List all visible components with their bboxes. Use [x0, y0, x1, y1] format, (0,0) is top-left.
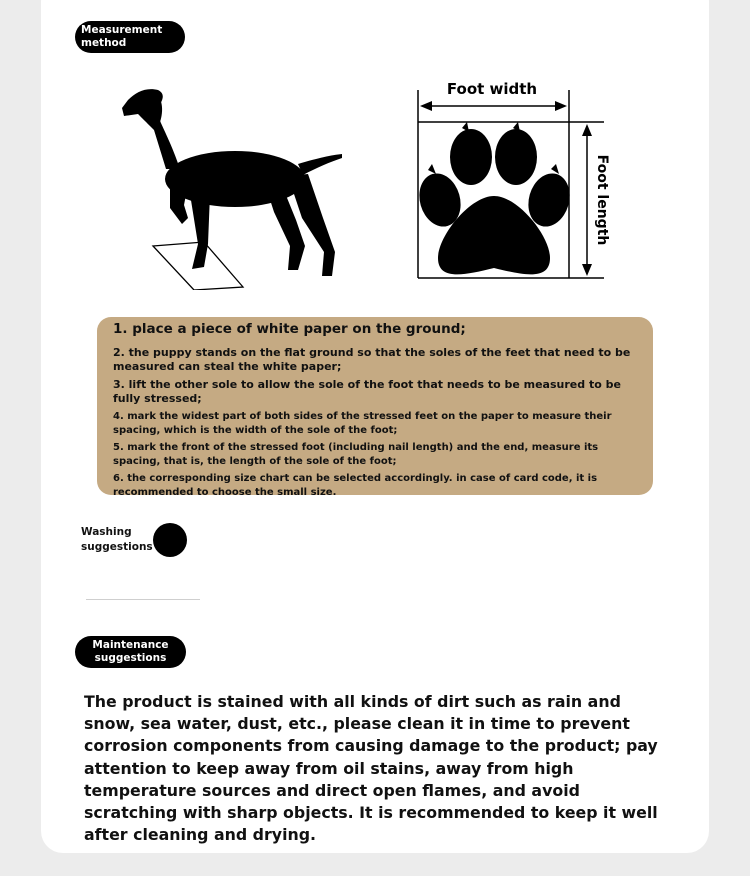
maintenance-label-line-2: suggestions: [94, 652, 167, 664]
maintenance-suggestions-label: [75, 636, 186, 668]
black-circle-icon: [153, 523, 187, 557]
divider: [86, 599, 200, 600]
washing-suggestions-label: [81, 525, 153, 555]
measurement-label-line-2: method: [81, 37, 127, 49]
washing-label-line-1: Washing: [81, 526, 132, 538]
step-5: 5. mark the front of the stressed foot (including nail length) and the end, measure its spacing, that is, the length of the sole of the foot;: [113, 442, 599, 467]
maintenance-text: The product is stained with all kinds of dirt such as rain and snow, sea water, dust, etc., please clean it in time to prevent corrosion components from causing damage to the product; pay attention to keep away from oil stains, away from high temperature sources and direct open flames, and avoid scratching with sharp objects. It is recommended to keep it well after cleaning and drying.: [84, 692, 658, 845]
width-arrow-right-icon: [555, 101, 567, 111]
step-3: 3. lift the other sole to allow the sole of the foot that needs to be measured to be fully stressed;: [113, 378, 621, 405]
step-2: 2. the puppy stands on the flat ground so that the soles of the feet that need to be measured can steal the white paper;: [113, 346, 631, 373]
length-arrow-top-icon: [582, 124, 592, 136]
foot-length-label: Foot length: [594, 154, 610, 246]
paw-measurement-diagram: [412, 78, 617, 283]
length-arrow-bottom-icon: [582, 264, 592, 276]
measurement-method-label: [75, 21, 185, 53]
washing-label-line-2: suggestions: [81, 541, 153, 553]
step-1: 1. place a piece of white paper on the ground;: [113, 321, 466, 337]
step-6: 6. the corresponding size chart can be selected accordingly. in case of card code, it is recommended to choose the small size.: [113, 473, 598, 498]
measurement-steps-panel: [97, 317, 653, 498]
maintenance-label-line-1: Maintenance: [92, 639, 169, 651]
measurement-label-line-1: Measurement: [81, 24, 163, 36]
foot-width-label: Foot width: [446, 80, 538, 98]
width-arrow-left-icon: [420, 101, 432, 111]
step-4: 4. mark the widest part of both sides of the stressed feet on the paper to measure their spacing, which is the width of the sole of the foot;: [113, 411, 612, 436]
dog-silhouette-icon: [118, 84, 350, 290]
